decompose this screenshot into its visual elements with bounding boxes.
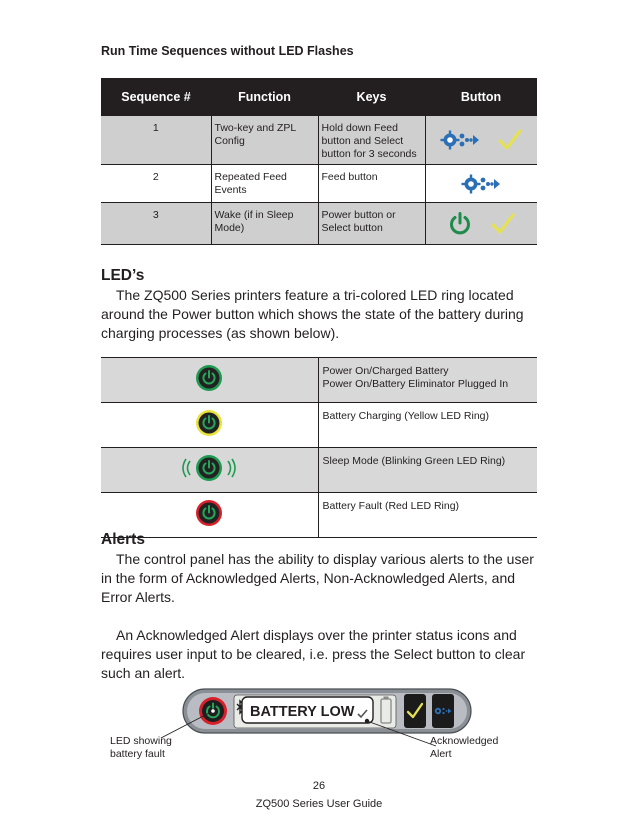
select-check-icon bbox=[498, 129, 522, 151]
callout-line: Alert bbox=[430, 748, 452, 760]
cell-keys: Hold down Feed button and Select button for 3 seconds bbox=[318, 116, 425, 165]
led-icon-cell bbox=[101, 448, 318, 493]
feed-icon bbox=[440, 129, 480, 151]
callout-line: Acknowledged bbox=[430, 735, 499, 747]
alerts-paragraph: The control panel has the ability to display various alerts to the user in the form of Acknowledged Alerts, Non-Acknowledged Alerts, and Error Alerts. bbox=[101, 551, 534, 605]
cell-function: Two-key and ZPL Config bbox=[211, 116, 318, 165]
feed-icon bbox=[461, 173, 501, 195]
cell-keys: Power button or Select button bbox=[318, 203, 425, 245]
led-description bbox=[318, 493, 537, 538]
led-description bbox=[318, 403, 537, 448]
leds-heading: LED’s bbox=[101, 267, 145, 284]
led-callout-dot bbox=[211, 709, 215, 713]
power-yellow-ring-icon bbox=[195, 409, 223, 437]
table-row bbox=[101, 403, 537, 448]
header-sequence: Sequence # bbox=[101, 78, 211, 116]
header-button: Button bbox=[425, 78, 537, 116]
led-description bbox=[318, 448, 537, 493]
table-header-row bbox=[101, 78, 537, 116]
callout-led-fault bbox=[110, 735, 172, 761]
cell-function: Wake (if in Sleep Mode) bbox=[211, 203, 318, 245]
cell-button bbox=[425, 116, 537, 165]
cell-sequence: 3 bbox=[101, 203, 211, 245]
callout-line: battery fault bbox=[110, 748, 165, 760]
alerts-paragraph: An Acknowledged Alert displays over the printer status icons and requires user input to be cleared, i.e. press the Select button to clear such an alert. bbox=[101, 627, 526, 681]
power-red-ring-icon bbox=[195, 499, 223, 527]
battery-low-text: BATTERY LOW bbox=[250, 704, 355, 720]
power-icon bbox=[447, 211, 473, 237]
cell-button bbox=[425, 165, 537, 203]
power-blinking-green-ring-icon bbox=[178, 454, 240, 482]
feed-button bbox=[432, 694, 454, 728]
alerts-heading: Alerts bbox=[101, 531, 145, 548]
power-green-ring-icon bbox=[195, 364, 223, 392]
callout-acknowledged-alert bbox=[430, 735, 498, 761]
cell-button bbox=[425, 203, 537, 245]
led-description-line: Battery Fault (Red LED Ring) bbox=[322, 500, 460, 512]
led-description bbox=[318, 358, 537, 403]
footer-title: ZQ500 Series User Guide bbox=[255, 798, 383, 810]
header-function: Function bbox=[211, 78, 318, 116]
callout-line: LED showing bbox=[110, 735, 172, 747]
select-check-icon bbox=[491, 213, 515, 235]
table-row bbox=[101, 358, 537, 403]
led-icon-cell bbox=[101, 358, 318, 403]
cell-sequence: 2 bbox=[101, 165, 211, 203]
header-keys: Keys bbox=[318, 78, 425, 116]
run-time-sequences-table bbox=[101, 78, 537, 245]
led-icon-cell bbox=[101, 403, 318, 448]
led-description-line: Battery Charging (Yellow LED Ring) bbox=[322, 410, 490, 422]
page-number: 26 bbox=[312, 780, 326, 792]
table-row bbox=[101, 165, 537, 203]
cell-sequence: 1 bbox=[101, 116, 211, 165]
led-states-table bbox=[101, 357, 537, 538]
led-description-line: Sleep Mode (Blinking Green LED Ring) bbox=[322, 455, 506, 467]
leds-paragraph: The ZQ500 Series printers feature a tri-colored LED ring located around the Power button which shows the state of the battery during charging processes (as shown below). bbox=[101, 287, 524, 341]
led-description-line: Power On/Battery Eliminator Plugged In bbox=[322, 378, 509, 390]
table-row bbox=[101, 116, 537, 165]
table-row bbox=[101, 203, 537, 245]
led-description-line: Power On/Charged Battery bbox=[322, 365, 449, 377]
table-row bbox=[101, 493, 537, 538]
cell-keys: Feed button bbox=[318, 165, 425, 203]
cell-function: Repeated Feed Events bbox=[211, 165, 318, 203]
section-title: Run Time Sequences without LED Flashes bbox=[101, 44, 354, 58]
select-button bbox=[404, 694, 426, 728]
table-row bbox=[101, 448, 537, 493]
